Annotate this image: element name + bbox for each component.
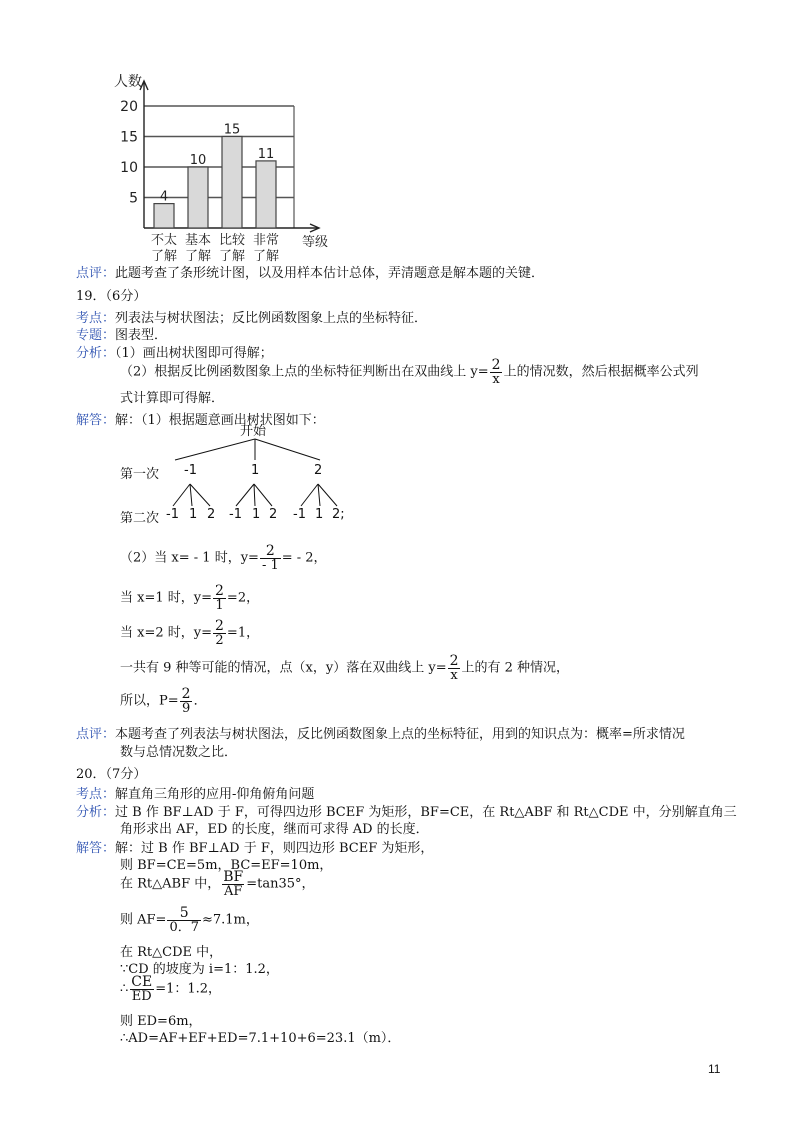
q19-kaodian-text: 列表法与树状图法；反比例函数图象上点的坐标特征． [115, 311, 428, 326]
fraction-denominator: x [450, 668, 458, 683]
text: =tan35°， [246, 876, 315, 892]
text: 一共有 9 种等可能的情况，点（x，y）落在双曲线上 y= [120, 660, 447, 676]
category-label: 不太 [150, 233, 178, 248]
q20-line4 [120, 906, 259, 934]
category-label: 基本 [184, 233, 212, 248]
tree-node: 1 [251, 463, 260, 478]
page-number: 11 [708, 1062, 721, 1076]
fraction-numerator: CE [131, 974, 153, 990]
q19-dianping-row [76, 723, 685, 742]
tree-leaf: 2 [207, 507, 216, 522]
text: （2）当 x= - 1 时，y= [120, 550, 259, 566]
tree-node: -1 [184, 463, 197, 478]
tree-node: 2 [314, 463, 323, 478]
bar [256, 161, 276, 228]
fraction-denominator: - 1 [261, 558, 279, 573]
q19-solution-line [120, 544, 327, 572]
dianping-label: 点评： [76, 727, 116, 742]
text: 当 x=1 时，y= [120, 590, 212, 606]
q20-kaodian-row [76, 783, 314, 802]
category-label: 了解 [150, 249, 178, 264]
tree-leaf: -1 [166, 507, 179, 522]
comment-label: 点评： [76, 266, 116, 281]
jieda-label: 解答： [76, 841, 116, 856]
q20-fenxi-line1: 过 B 作 BF⊥AD 于 F，可得四边形 BCEF 为矩形，BF=CE，在 Rt△ABF 和 Rt△CDE 中，分别解直角三 [115, 805, 737, 820]
q19-solution-line [120, 584, 259, 612]
fraction [129, 975, 154, 1003]
fraction [448, 654, 461, 682]
text: =1：1.2， [155, 981, 222, 997]
category-label: 比较 [218, 233, 246, 248]
category-label: 了解 [184, 249, 212, 264]
text: 则 AF= [120, 912, 167, 928]
text: =2， [226, 590, 260, 606]
text: 在 Rt△ABF 中， [120, 876, 221, 892]
tree-leaf: 2 [269, 507, 278, 522]
text: ∴ [120, 981, 129, 997]
q19-dianping-line2: 数与总情况数之比． [120, 745, 238, 760]
fraction [490, 358, 503, 386]
kaodian-label: 考点： [76, 311, 116, 326]
tree-leaf: 1 [315, 507, 324, 522]
q19-zhuanti-text: 图表型． [115, 328, 168, 343]
q20-line6: ∵CD 的坡度为 i=1：1.2， [120, 962, 279, 977]
q20-line5: 在 Rt△CDE 中， [120, 945, 223, 960]
y-axis-label: 人数 [114, 74, 142, 90]
kaodian-label: 考点： [76, 787, 116, 802]
category-label: 了解 [218, 249, 246, 264]
tree-leaf: -1 [229, 507, 242, 522]
text: =1， [226, 625, 260, 641]
fraction-denominator: ED [131, 989, 152, 1004]
q20-header: 20．（7分） [76, 767, 147, 782]
tree-leaf: 2; [332, 507, 345, 522]
q20-fenxi-line2: 角形求出 AF，ED 的长度，继而可求得 AD 的长度． [120, 822, 429, 837]
fraction-denominator: 2 [215, 633, 224, 648]
text: 上的有 2 种情况， [461, 660, 570, 676]
bar [222, 137, 242, 229]
text: ≈7.1m， [201, 912, 259, 928]
q19-dianping-line1: 本题考查了列表法与树状图法，反比例函数图象上点的坐标特征，用到的知识点为：概率=所求情况 [115, 727, 685, 742]
q20-line3 [120, 870, 315, 898]
fenxi-label: 分析： [76, 805, 116, 820]
q19-zhuanti-row [76, 324, 167, 343]
tree-leaf: 1 [252, 507, 261, 522]
fraction-denominator: 0．7 [169, 920, 199, 935]
q20-line7 [120, 975, 221, 1003]
q18-comment-row [76, 262, 544, 281]
fraction [180, 687, 193, 715]
fraction-numerator: 2 [215, 618, 224, 634]
q20-line8: 则 ED=6m， [120, 1014, 202, 1029]
fraction [167, 906, 201, 934]
q20-line9: ∴AD=AF+EF+ED=7.1+10+6=23.1（m）． [120, 1031, 401, 1046]
category-label: 非常 [252, 233, 280, 248]
data-label: 4 [159, 189, 169, 205]
text: ． [193, 693, 207, 709]
tree-leaf: -1 [293, 507, 306, 522]
fraction-denominator: 1 [215, 598, 224, 613]
q19-solution-line [120, 654, 569, 682]
fraction [260, 544, 281, 572]
q19-jieda-line1: 解：（1）根据题意画出树状图如下： [115, 413, 325, 428]
bar-chart [100, 70, 370, 270]
tree-root: 开始 [240, 424, 267, 439]
y-tick-label: 5 [129, 190, 138, 207]
fenxi2-text-a: （2）根据反比例函数图象上点的坐标特征判断出在双曲线上 y= [120, 364, 489, 380]
y-tick-label: 20 [120, 99, 138, 115]
fraction-numerator: 2 [265, 543, 275, 559]
fraction-numerator: 5 [179, 905, 189, 921]
q19-fenxi-line2 [120, 358, 699, 386]
tree-leaf: 1 [189, 507, 198, 522]
fraction-denominator: AF [224, 884, 243, 899]
fraction-denominator: x [492, 372, 500, 387]
y-tick-label: 10 [120, 160, 138, 176]
zhuanti-label: 专题： [76, 328, 116, 343]
text: = - 2， [281, 550, 327, 566]
data-label: 15 [223, 122, 241, 138]
fraction-denominator: 9 [181, 701, 191, 716]
q20-kaodian-text: 解直角三角形的应用-仰角俯角问题 [115, 787, 315, 802]
q19-solution-line [120, 687, 207, 715]
fraction-numerator: 2 [449, 653, 459, 669]
fraction-numerator: 2 [215, 583, 224, 599]
text: 当 x=2 时，y= [120, 625, 212, 641]
fraction [221, 870, 245, 898]
category-label: 了解 [252, 249, 280, 264]
fraction-numerator: 2 [491, 357, 501, 373]
q19-fenxi-line3: 式计算即可得解． [120, 391, 225, 406]
tree-second-label: 第二次 [120, 511, 160, 526]
fraction-numerator: 2 [181, 686, 191, 702]
tree-first-label: 第一次 [120, 467, 160, 482]
q19-header: 19．（6分） [76, 289, 147, 304]
fraction-numerator: BF [223, 869, 244, 885]
q20-line1: 解：过 B 作 BF⊥AD 于 F，则四边形 BCEF 为矩形， [115, 841, 434, 856]
q19-fenxi-line1: （1）画出树状图即可得解； [115, 346, 273, 361]
q18-comment-text: 此题考查了条形统计图，以及用样本估计总体，弄清题意是解本题的关键． [115, 266, 545, 281]
q19-solution-line [120, 619, 259, 647]
fraction [213, 619, 226, 647]
bar [154, 204, 174, 228]
fenxi-label: 分析： [76, 346, 116, 361]
data-label: 10 [189, 153, 207, 168]
fraction [213, 584, 226, 612]
bar [188, 167, 208, 228]
fenxi2-text-b: 上的情况数，然后根据概率公式列 [503, 364, 699, 380]
x-axis-label: 等级 [302, 235, 329, 250]
jieda-label: 解答： [76, 413, 116, 428]
q20-line2: 则 BF=CE=5m，BC=EF=10m， [120, 858, 333, 873]
data-label: 11 [257, 146, 275, 162]
y-tick-label: 15 [120, 129, 138, 146]
text: 所以，P= [120, 693, 179, 709]
